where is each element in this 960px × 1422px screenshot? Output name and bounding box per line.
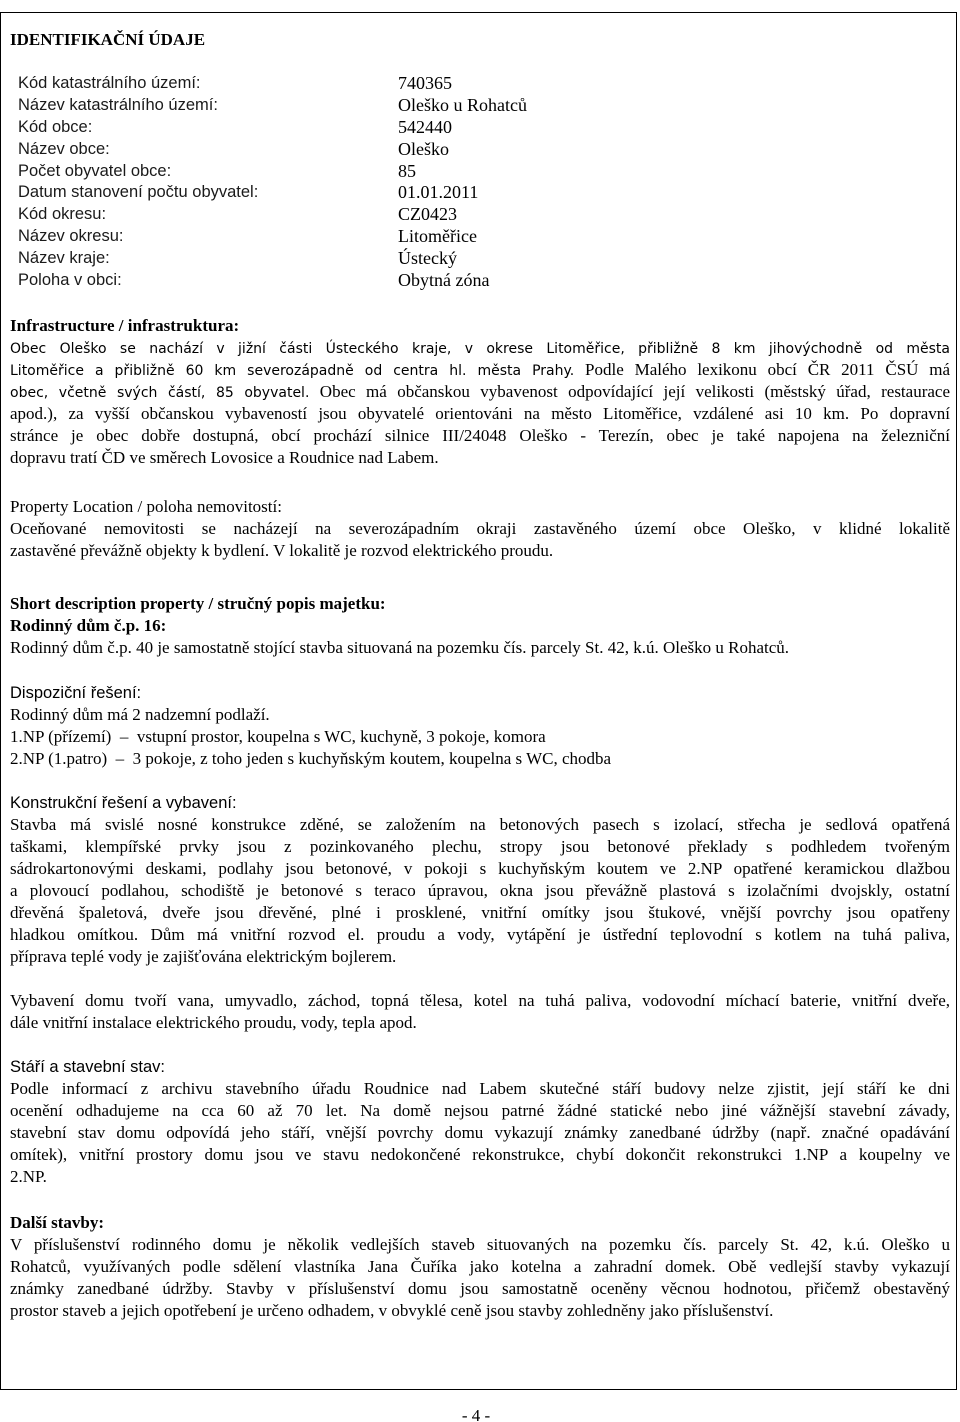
construction-section [10, 792, 950, 968]
identification-label: Počet obyvatel obce: [18, 161, 172, 180]
identification-row [10, 95, 950, 117]
identification-label: Název okresu: [18, 227, 124, 246]
paragraph-line: 1.NP (přízemí) – vstupní prostor, koupelna s WC, kuchyně, 3 pokoje, komora [10, 727, 546, 746]
paragraph-line: V příslušenství rodinného domu je několik vedlejších staveb situovaných na pozemku čís. parcely St. 42, k.ú. Oleško u [10, 1235, 950, 1254]
property-location-section [10, 496, 950, 562]
identification-row [10, 182, 950, 204]
paragraph-line: Rodinný dům má 2 nadzemní podlaží. [10, 705, 270, 724]
identification-label: Název kraje: [18, 249, 110, 268]
paragraph-line [10, 425, 950, 447]
identification-row [10, 226, 950, 248]
paragraph-line: sádrokartonovými deskami, podlahy jsou betonové, v pokoji s kuchyňským koutem ve 2.NP opatřené keramickou dlažbou [10, 859, 950, 878]
paragraph-line [10, 447, 950, 469]
paragraph-line: příprava teplé vody je zajišťována elektrickým bojlerem. [10, 947, 397, 966]
identification-value: Obytná zóna [398, 270, 490, 291]
identification-label: Název obce: [18, 139, 110, 158]
infrastructure-title: Infrastructure / infrastruktura: [10, 316, 240, 335]
short-description-title: Short description property / stručný popis majetku: [10, 594, 386, 613]
identification-value: 542440 [398, 116, 452, 137]
paragraph-line: ocenění odhadujeme na cca 60 až 70 let. Na domě nejsou patrné žádné statické nebo jiné vážnější stavební závady, [10, 1101, 950, 1120]
paragraph-line: taškami, klempířské prvky jsou z pozinkovaného plechu, stropy jsou betonové překlady s podhledem tvořeným [10, 837, 950, 856]
identification-value: CZ0423 [398, 204, 458, 225]
identification-row [10, 139, 950, 161]
paragraph-line: omítek), vnitřní prostory domu jsou ve stavu nedokončené rekonstrukce, chybí dokončit rekonstrukci 1.NP a koupelny ve [10, 1145, 950, 1164]
text-segment: Litoměřice a přibližně 60 km severozápadně od centra hl. města Prahy. [10, 363, 575, 379]
page-title: IDENTIFIKAČNÍ ÚDAJE [10, 30, 206, 49]
text-segment: dopravu tratí ČD ve směrech Lovosice a Roudnice nad Labem. [10, 448, 439, 467]
identification-table [10, 73, 950, 292]
paragraph-line: dále vnitřní instalace elektrického proudu, vody, tepla apod. [10, 1013, 417, 1032]
house-intro: Rodinný dům č.p. 40 je samostatně stojící stavba situovaná na pozemku čís. parcely St. 42, k.ú. Oleško u Rohatců. [10, 638, 790, 657]
identification-value: Oleško [398, 138, 449, 159]
paragraph-line: a plovoucí podlahou, schodiště je betonové s teraco úpravou, okna jsou převážně plastová s izolačními dvojskly, ostatní [10, 881, 950, 900]
paragraph-line: 2.NP. [10, 1167, 47, 1186]
text-segment: apod.), za vyšší občanskou vybaveností jsou obyvatelé orientováni na město Litoměřice, vzdálené asi 10 km. Po dopravní [10, 404, 950, 423]
paragraph-line [10, 337, 950, 359]
identification-row [10, 248, 950, 270]
text-segment: Obec má občanskou vybavenost odpovídající její velikosti (městský úřad, restaurace [319, 382, 951, 401]
paragraph-line: prostor staveb a jejich opotřebení je určeno odhadem, v obvyklé ceně jsou stavby zohledněny jako příslušenství. [10, 1301, 774, 1320]
short-description-section [10, 593, 950, 659]
text-segment: stránce je obec dobře dostupná, obcí prochází silnice III/24048 Oleško - Terezín, obec je také napojena na železniční [10, 426, 950, 445]
identification-row [10, 161, 950, 183]
paragraph-line: 2.NP (1.patro) – 3 pokoje, z toho jeden s kuchyňským koutem, koupelna s WC, chodba [10, 749, 612, 768]
other-buildings-title: Další stavby: [10, 1213, 104, 1232]
identification-header [10, 29, 950, 51]
disposition-title: Dispoziční řešení: [10, 684, 142, 702]
identification-value: 85 [398, 160, 416, 181]
text-segment: Obec Oleško se nachází v jižní části Ústeckého kraje, v okrese Litoměřice, přibližně 8 km jihovýchodně od města [10, 341, 950, 357]
paragraph-line: Oceňované nemovitosti se nacházejí na severozápadním okraji zastavěného území obce Oleško, v klidné lokalitě [10, 519, 950, 538]
age-title: Stáří a stavební stav: [10, 1058, 165, 1076]
identification-value: 740365 [398, 73, 452, 93]
construction-title: Konstrukční řešení a vybavení: [10, 794, 237, 812]
page-number: - 4 - [461, 1406, 491, 1422]
paragraph-line: zastavěné převážně objekty k bydlení. V lokalitě je rozvod elektrického proudu. [10, 541, 554, 560]
identification-row [10, 204, 950, 226]
identification-value: Oleško u Rohatců [398, 94, 527, 115]
paragraph-line: Stavba má svislé nosné konstrukce zděné, se založením na betonových pasech s izolací, střecha je sedlová opatřená [10, 815, 950, 834]
identification-label: Poloha v obci: [18, 271, 122, 290]
identification-value: Litoměřice [398, 226, 477, 247]
age-section [10, 1056, 950, 1188]
paragraph-line: známky zanedbané údržby. Stavby v příslušenství domu jsou samostatně oceněny věcnou hodnotou, přičemž obestavěný [10, 1279, 950, 1298]
infrastructure-section [10, 315, 950, 469]
property-location-title: Property Location / poloha nemovitostí: [10, 497, 282, 516]
equipment-section [10, 990, 950, 1034]
identification-label: Kód okresu: [18, 205, 107, 224]
identification-label: Kód katastrálního území: [18, 74, 201, 92]
paragraph-line [10, 403, 950, 425]
text-segment: Podle Malého lexikonu obcí ČR 2011 ČSÚ má [585, 360, 951, 379]
paragraph-line [10, 359, 950, 381]
paragraph-line: stavební stav domu odpovídá jeho stáří, vnější povrchy domu vykazují známky zanedbané údržby (např. značné opadávání [10, 1123, 950, 1142]
identification-value: 01.01.2011 [398, 182, 479, 203]
identification-row [10, 73, 950, 95]
identification-label: Datum stanovení počtu obyvatel: [18, 183, 259, 202]
disposition-section [10, 682, 950, 770]
house-title: Rodinný dům č.p. 16: [10, 616, 167, 635]
identification-value: Ústecký [398, 248, 457, 269]
identification-label: Kód obce: [18, 117, 93, 136]
paragraph-line: Rohatců, využívaných podle sdělení vlastníka Jana Čuříka jako kotelna a zahradní domek. Obě vedlejší stavby vykazují [10, 1257, 950, 1276]
identification-row [10, 117, 950, 139]
paragraph-line [10, 381, 950, 403]
paragraph-line: hladkou omítkou. Dům má vnitřní rozvod el. proudu a vody, vytápění je ústřední teplovodní s kotlem na tuhá paliva, [10, 925, 950, 944]
other-buildings-section [10, 1212, 950, 1322]
text-segment: obec, včetně svých částí, 85 obyvatel. [10, 385, 310, 401]
paragraph-line: Vybavení domu tvoří vana, umyvadlo, záchod, topná tělesa, kotel na tuhá paliva, vodovodní míchací baterie, vnitřní dveře, [10, 991, 950, 1010]
identification-row [10, 270, 950, 292]
paragraph-line: dřevěná špaletová, dveře jsou dřevěné, plné i prosklené, vnitřní omítky jsou štukové, vnější povrchy jsou opatřeny [10, 903, 950, 922]
paragraph-line: Podle informací z archivu stavebního úřadu Roudnice nad Labem skutečné stáří budovy nelze zjistit, její stáří ke dni [10, 1079, 950, 1098]
identification-label: Název katastrálního území: [18, 95, 218, 114]
